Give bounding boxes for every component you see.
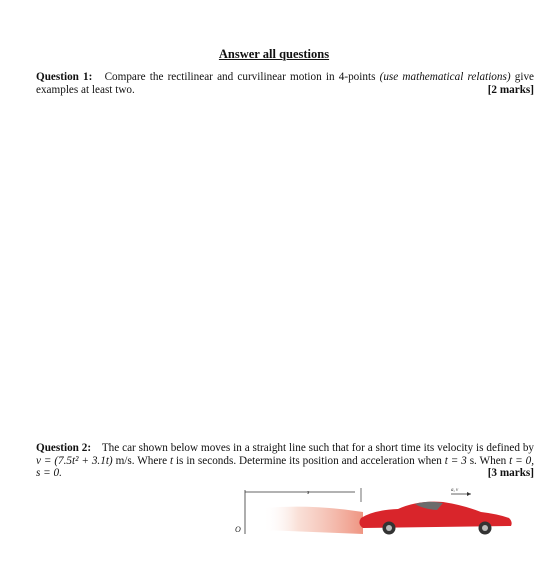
question-1-marks: [2 marks] xyxy=(487,83,534,96)
question-2 xyxy=(36,442,534,480)
question-1-text-a: Compare the rectilinear and curvilinear motion in 4-points xyxy=(104,71,376,83)
motion-label: a, v xyxy=(451,488,459,493)
question-2-line2c: is in seconds. Determine its position and xyxy=(175,454,358,467)
question-2-line2b: m/s. Where xyxy=(115,454,168,467)
question-2-line3b: s. When xyxy=(469,454,507,467)
velocity-equation: v = (7.5t² + 3.1t) xyxy=(36,454,113,467)
exam-heading: Answer all questions xyxy=(218,47,330,61)
question-1-text-b: give examples at least two. xyxy=(36,71,535,96)
question-2-label: Question 2: xyxy=(36,442,92,454)
time-variable: t xyxy=(169,454,174,467)
question-2-marks: [3 marks] xyxy=(487,467,534,480)
question-2-line2a: velocity is defined by xyxy=(437,442,535,454)
question-2-line3a: acceleration when xyxy=(360,454,442,467)
initial-condition: t = 0, s = 0. xyxy=(36,454,535,480)
question-1 xyxy=(36,71,534,96)
question-2-line1: The car shown below moves in a straight line such that for a short time its xyxy=(101,442,435,454)
car-motion-figure xyxy=(223,488,525,540)
question-1-label: Question 1: xyxy=(36,71,93,83)
origin-label: O xyxy=(235,525,241,534)
position-label: s xyxy=(307,490,310,496)
time-condition: t = 3 xyxy=(444,454,467,467)
motion-blur xyxy=(263,507,363,534)
question-1-italic: (use mathematical relations) xyxy=(379,71,511,83)
